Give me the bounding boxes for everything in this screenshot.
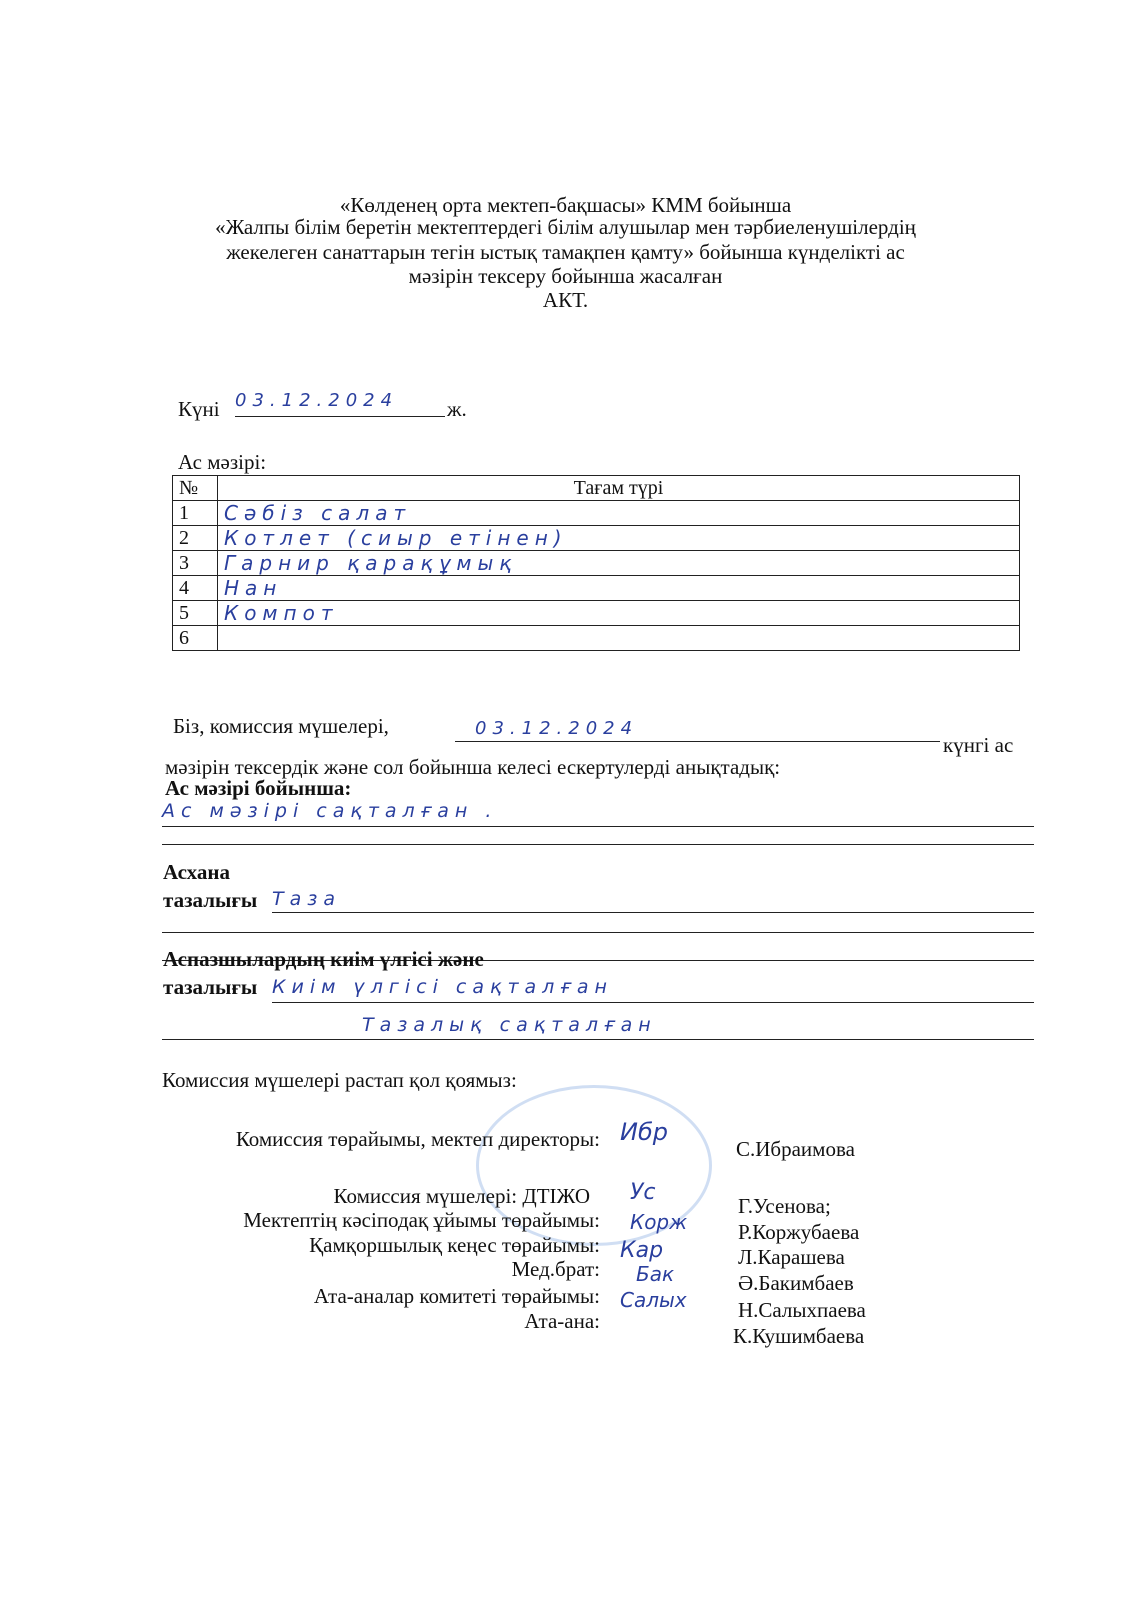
member-role: Мектептің кәсіподақ ұйымы төрайымы: (243, 1208, 600, 1232)
date-value: 03.12.2024 (235, 390, 445, 417)
row-value (218, 626, 1020, 651)
blank-line (162, 932, 1034, 933)
member-name: Н.Салыхпаева (738, 1298, 866, 1322)
menu-remark-value: Ас мәзірі сақталған . (162, 800, 1034, 827)
row-num: 3 (173, 551, 218, 576)
kitchen-cleanliness-label: тазалығы (163, 888, 258, 912)
row-num: 1 (173, 501, 218, 526)
signature-icon: Кар (620, 1238, 664, 1263)
commission-intro-end: күнгі ас (943, 733, 1014, 757)
member-name: Л.Карашева (738, 1245, 845, 1269)
chair-role: Комиссия төрайымы, мектеп директоры: (235, 1127, 600, 1151)
member-role: Ата-ана: (524, 1309, 600, 1333)
header-line-3: жекелеген санаттарын тегін ыстық тамақпен қамту» бойынша күнделікті ас (226, 240, 905, 264)
row-num: 6 (173, 626, 218, 651)
signature-icon: Салых (620, 1288, 687, 1312)
commission-intro-start: Біз, комиссия мүшелері, (173, 714, 389, 738)
signature-icon: Ибр (620, 1118, 668, 1146)
row-num: 5 (173, 601, 218, 626)
row-num: 4 (173, 576, 218, 601)
cooks-cleanliness-label: тазалығы (163, 975, 258, 999)
member-role: Ата-аналар комитеті төрайымы: (313, 1284, 600, 1308)
row-value: Компот (218, 601, 1020, 626)
table-row (173, 501, 1020, 526)
member-role: Қамқоршылық кеңес төрайымы: (309, 1233, 600, 1257)
menu-table (172, 475, 1020, 651)
row-value: Нан (218, 576, 1020, 601)
signature-icon: Бак (636, 1262, 675, 1286)
header-line-2: «Жалпы білім беретін мектептердегі білім алушылар мен тәрбиеленушілердің (215, 215, 916, 239)
kitchen-label: Асхана (163, 860, 231, 884)
table-row (173, 526, 1020, 551)
row-value: Котлет (сиыр етінен) (218, 526, 1020, 551)
table-row (173, 601, 1020, 626)
table-row (173, 551, 1020, 576)
commission-intro-line2: мәзірін тексердік және сол бойынша келесі ескертулерді анықтадық: (165, 755, 781, 779)
col-num-header: № (173, 476, 218, 501)
member-name: Р.Коржубаева (738, 1220, 860, 1244)
member-name: Ә.Бакимбаев (738, 1271, 854, 1295)
header-line-4: мәзірін тексеру бойынша жасалған (408, 264, 723, 288)
signature-icon: Корж (630, 1210, 688, 1234)
row-num: 2 (173, 526, 218, 551)
header-line-1: «Көлденең орта мектеп-бақшасы» КММ бойынша (339, 193, 792, 217)
blank-line (162, 844, 1034, 845)
signatures-title: Комиссия мүшелері растап қол қоямыз: (162, 1068, 517, 1092)
date-label: Күні (178, 397, 220, 421)
member-role: Комиссия мүшелері: ДТІЖО (333, 1184, 590, 1208)
table-header-row (173, 476, 1020, 501)
member-role: Мед.брат: (511, 1257, 600, 1281)
col-type-header: Тағам түрі (218, 476, 1020, 501)
kitchen-cleanliness-value: Таза (272, 888, 1034, 913)
row-value: Гарнир қарақұмық (218, 551, 1020, 576)
table-row (173, 576, 1020, 601)
cooks-uniform-label: Аспазшылардың киім үлгісі және (163, 947, 484, 971)
document-title: АКТ. (542, 288, 589, 312)
menu-remark-label: Ас мәзірі бойынша: (165, 776, 352, 800)
cooks-uniform-value: Киім үлгісі сақталған (272, 976, 1034, 1003)
cooks-cleanliness-value: Тазалық сақталған (162, 1014, 1034, 1040)
signature-icon: Ус (630, 1180, 656, 1205)
member-name: Г.Усенова; (738, 1194, 831, 1218)
row-value: Сәбіз салат (218, 501, 1020, 526)
menu-title: Ас мәзірі: (178, 450, 267, 474)
member-name: К.Кушимбаева (733, 1324, 865, 1348)
chair-name: С.Ибраимова (736, 1137, 855, 1161)
table-row (173, 626, 1020, 651)
date-suffix: ж. (447, 397, 467, 421)
commission-date-value: 03.12.2024 (455, 718, 940, 742)
